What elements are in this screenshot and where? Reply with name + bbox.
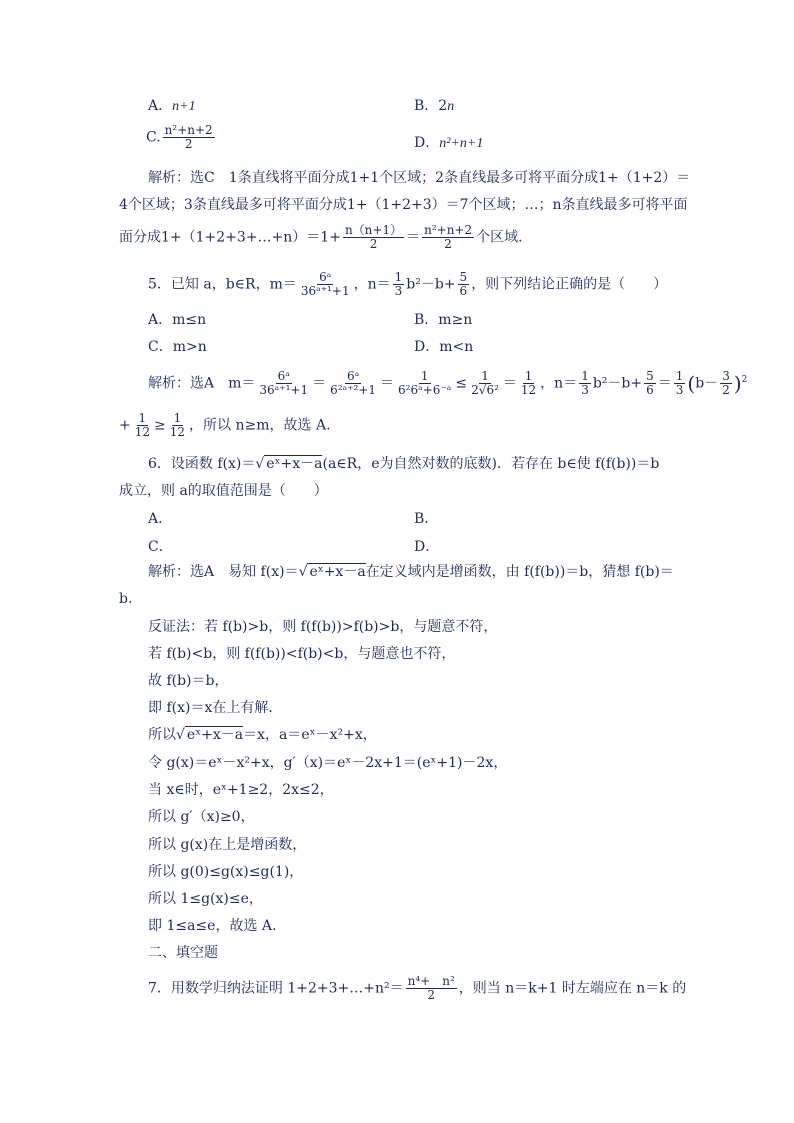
q6-line9: 当 x∈时，eˣ+1≥2，2x≤2， xyxy=(148,782,334,798)
q6-line11: 所以 g(x)在上是增函数， xyxy=(148,837,307,853)
section-heading: 二、填空题 xyxy=(148,945,218,961)
q5-option-b: B．m≥n xyxy=(414,312,473,328)
q6-line7: 所以√ eˣ+x－a＝x，a＝eˣ－x²+x， xyxy=(148,727,377,743)
q7-stem: 7．用数学归纳法证明 1+2+3+…+n²＝ $\frac{\text{n⁴+ n²}}{2}$ ，则当 n＝k+1 时左端应在 n＝k 的 xyxy=(148,974,687,1002)
q6-line12: 所以 g(0)≤g(x)≤g(1)， xyxy=(148,864,304,880)
q6-solution-line2: b. xyxy=(119,591,133,607)
q6-stem-line2: 成立，则 a的取值范围是（ ） xyxy=(119,483,328,499)
q6-line13: 所以 1≤g(x)≤e， xyxy=(148,891,263,907)
q5-solution-line2: + $\frac{1}{12}$ ≥ $\frac{1}{12}$ ，所以 n≥m，故选 A. xyxy=(119,411,331,439)
option-c: C. $\frac{\text{n²+n+2}}{2}$ xyxy=(146,123,213,151)
option-d: D．n²+n+1 xyxy=(414,135,484,151)
q6-line4: 若 f(b)<b，则 f(f(b))<f(b)<b，与题意也不符， xyxy=(148,646,456,662)
q5-solution-line1: 解析：选A m＝ $\frac{\text{6ᵃ}}{\text{36ᵃ⁺¹+1}}$ ＝ $\frac{\text{6ᵃ}}{\text{6²ᵃ⁺²+1}}$ ＝ $\frac{1}{\text{6²6ᵃ+6⁻ᵃ}}$ ≤ $\frac{1}{\text{2√6²}}$ ＝ $\frac{1}{12}$ ，n＝ $\frac{1}{3}$ b²－b+ $\frac{5}{6}$ ＝ $\frac{1}{3}$ (b－ $\frac{3}{2}$ )$^2$ xyxy=(148,369,748,397)
q6-option-b: B． xyxy=(414,511,439,527)
q6-line10: 所以 g′（x)≥0， xyxy=(148,809,255,825)
q6-option-c: C． xyxy=(148,539,173,555)
q5-option-d: D．m<n xyxy=(414,339,474,355)
q6-line5: 故 f(b)＝b， xyxy=(148,673,229,689)
q6-stem-line1: 6．设函数 f(x)＝√ eˣ+x－a(a∈R，e为自然对数的底数)．若存在 b∈使 f(f(b))＝b xyxy=(148,456,660,472)
q5-option-a: A．m≤n xyxy=(148,312,207,328)
q6-option-d: D． xyxy=(414,539,440,555)
q4-solution-line2: 4个区域；3条直线最多可将平面分成1+（1+2+3）＝7个区域；…；n条直线最多可将平面 xyxy=(119,197,688,213)
option-a: A．n+1 xyxy=(148,98,196,114)
q5-option-c: C．m>n xyxy=(148,339,207,355)
q6-line6: 即 f(x)＝x在上有解． xyxy=(148,700,283,716)
option-b: B．2n xyxy=(414,98,455,114)
q6-line8: 令 g(x)＝eˣ－x²+x，g′（x)＝eˣ－2x+1＝(eˣ+1)－2x， xyxy=(148,755,508,771)
q4-solution-line3: 面分成1+（1+2+3+…+n）＝1+ $\frac{n(n+1)}{2}$ ＝ $\frac{\text{n²+n+2}}{2}$ 个区域. xyxy=(119,223,523,251)
q4-solution-line1: 解析：选C 1条直线将平面分成1+1个区域；2条直线最多可将平面分成1+（1+2）＝ xyxy=(148,170,691,186)
q6-option-a: A． xyxy=(148,511,173,527)
q6-line3: 反证法：若 f(b)>b，则 f(f(b))>f(b)>b，与题意不符， xyxy=(148,619,498,635)
q6-line14: 即 1≤a≤e，故选 A. xyxy=(148,918,277,934)
q5-stem: 5．已知 a，b∈R，m＝ $\frac{\text{6ᵃ}}{\text{36ᵃ⁺¹+1}}$ ，n＝ $\frac{1}{3}$ b²－b+ $\frac{5}{6}$ ，则下列结论正确的是（ ） xyxy=(148,270,668,298)
q6-solution-line1: 解析：选A 易知 f(x)＝√ eˣ+x－a在定义域内是增函数，由 f(f(b))＝b，猜想 f(b)＝ xyxy=(148,564,674,580)
